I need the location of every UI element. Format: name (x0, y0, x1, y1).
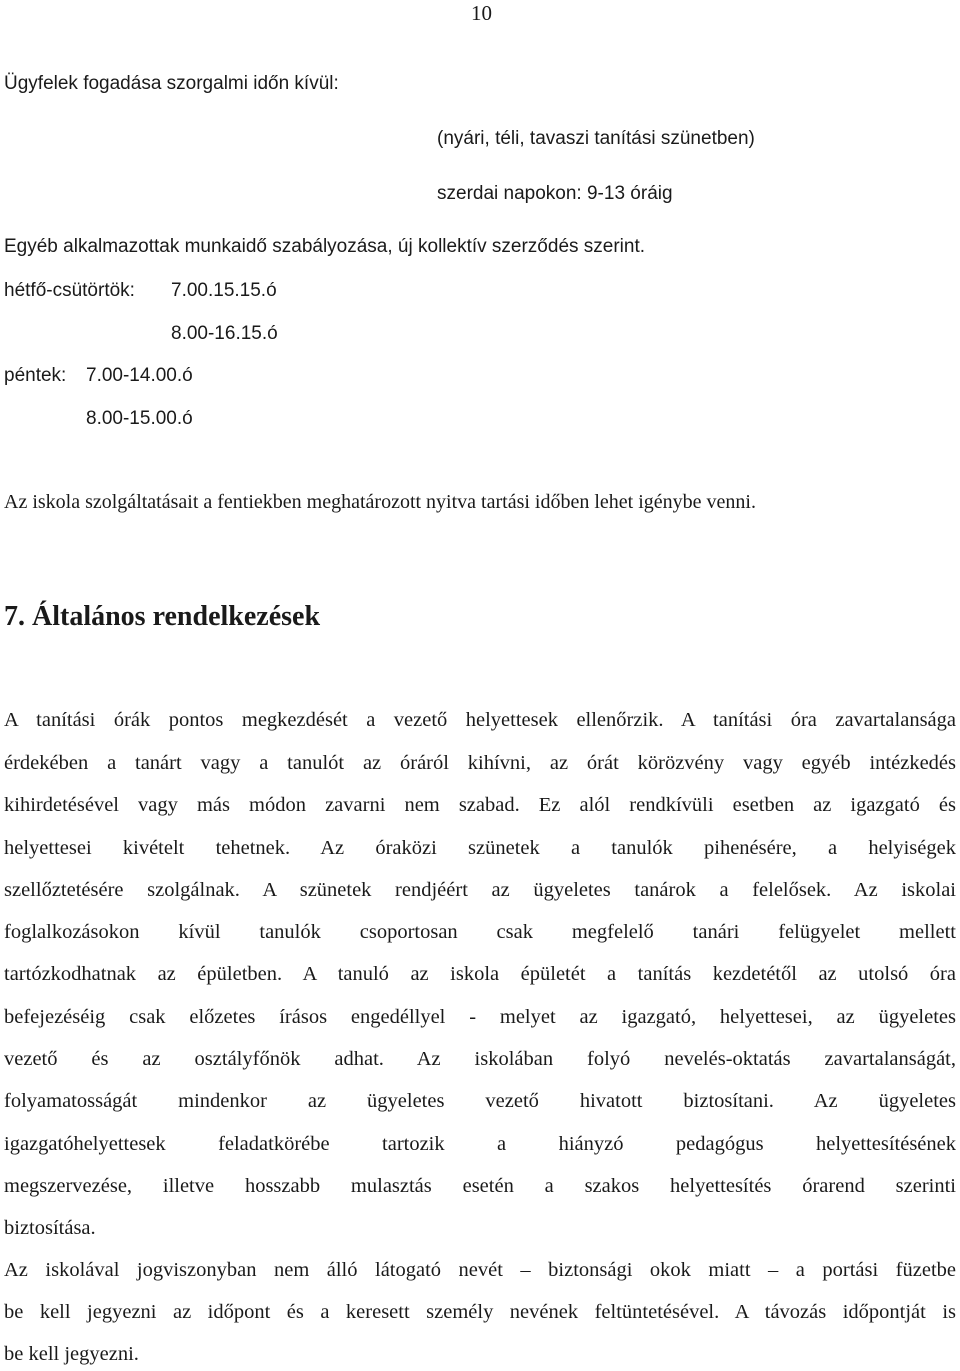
reception-time: szerdai napokon: 9-13 óráig (437, 183, 673, 204)
body-line: foglalkozásokon kívül tanulók csoportosan csak megfelelő tanári felügyelet mellett (4, 921, 956, 943)
body-line: befejezéséig csak előzetes írásos engedéllyel - melyet az igazgató, helyettesei, az ügyeletes (4, 1006, 956, 1028)
body-line: vezető és az osztályfőnök adhat. Az iskolában folyó nevelés-oktatás zavartalanságát, (4, 1048, 956, 1070)
reception-title: Ügyfelek fogadása szorgalmi időn kívül: (4, 73, 339, 94)
friday-time-1: 7.00-14.00.ó (86, 365, 193, 386)
other-staff-note: Egyéb alkalmazottak munkaidő szabályozása, új kollektív szerződés szerint. (4, 236, 646, 257)
body-line: folyamatosságát mindenkor az ügyeletes vezető hivatott biztosítani. Az ügyeletes (4, 1090, 956, 1112)
body-line: Az iskolával jogviszonyban nem álló látogató nevét – biztonsági okok miatt – a portási füzetbe (4, 1259, 956, 1281)
friday-label: péntek: (4, 365, 67, 386)
body-line: A tanítási órák pontos megkezdését a vezető helyettesek ellenőrzik. A tanítási óra zavartalansága (4, 709, 956, 731)
services-note: Az iskola szolgáltatásait a fentiekben meghatározott nyitva tartási időben lehet igénybe venni. (4, 491, 756, 513)
mon-thu-time-2: 8.00-16.15.ó (171, 323, 278, 344)
section-heading: 7. Általános rendelkezések (4, 601, 321, 632)
body-line: szellőztetésére szolgálnak. A szünetek rendjéért az ügyeletes tanárok a felelősek. Az iskolai (4, 879, 956, 901)
mon-thu-time-1: 7.00.15.15.ó (171, 280, 277, 301)
body-line: igazgatóhelyettesek feladatkörébe tartozik a hiányzó pedagógus helyettesítésének (4, 1133, 956, 1155)
body-line: megszervezése, illetve hosszabb mulasztás esetén a szakos helyettesítés órarend szerinti (4, 1175, 956, 1197)
body-line: be kell jegyezni. (4, 1343, 139, 1365)
body-line: helyettesei kivételt tehetnek. Az óraközi szünetek a tanulók pihenésére, a helyiségek (4, 837, 956, 859)
body-line: be kell jegyezni az időpont és a keresett személy nevének feltüntetésével. A távozás időpontját is (4, 1301, 956, 1323)
mon-thu-label: hétfő-csütörtök: (4, 280, 135, 301)
body-line: kihirdetésével vagy más módon zavarni nem szabad. Ez alól rendkívüli esetben az igazgató és (4, 794, 956, 816)
friday-time-2: 8.00-15.00.ó (86, 408, 193, 429)
body-line: érdekében a tanárt vagy a tanulót az óráról kihívni, az órát körözvény vagy egyéb intézkedés (4, 752, 956, 774)
reception-period: (nyári, téli, tavaszi tanítási szünetben) (437, 128, 755, 149)
body-line: tartózkodhatnak az épületben. A tanuló az iskola épületét a tanítás kezdetétől az utolsó óra (4, 963, 956, 985)
page-number: 10 (471, 1, 492, 25)
body-line: biztosítása. (4, 1217, 96, 1239)
